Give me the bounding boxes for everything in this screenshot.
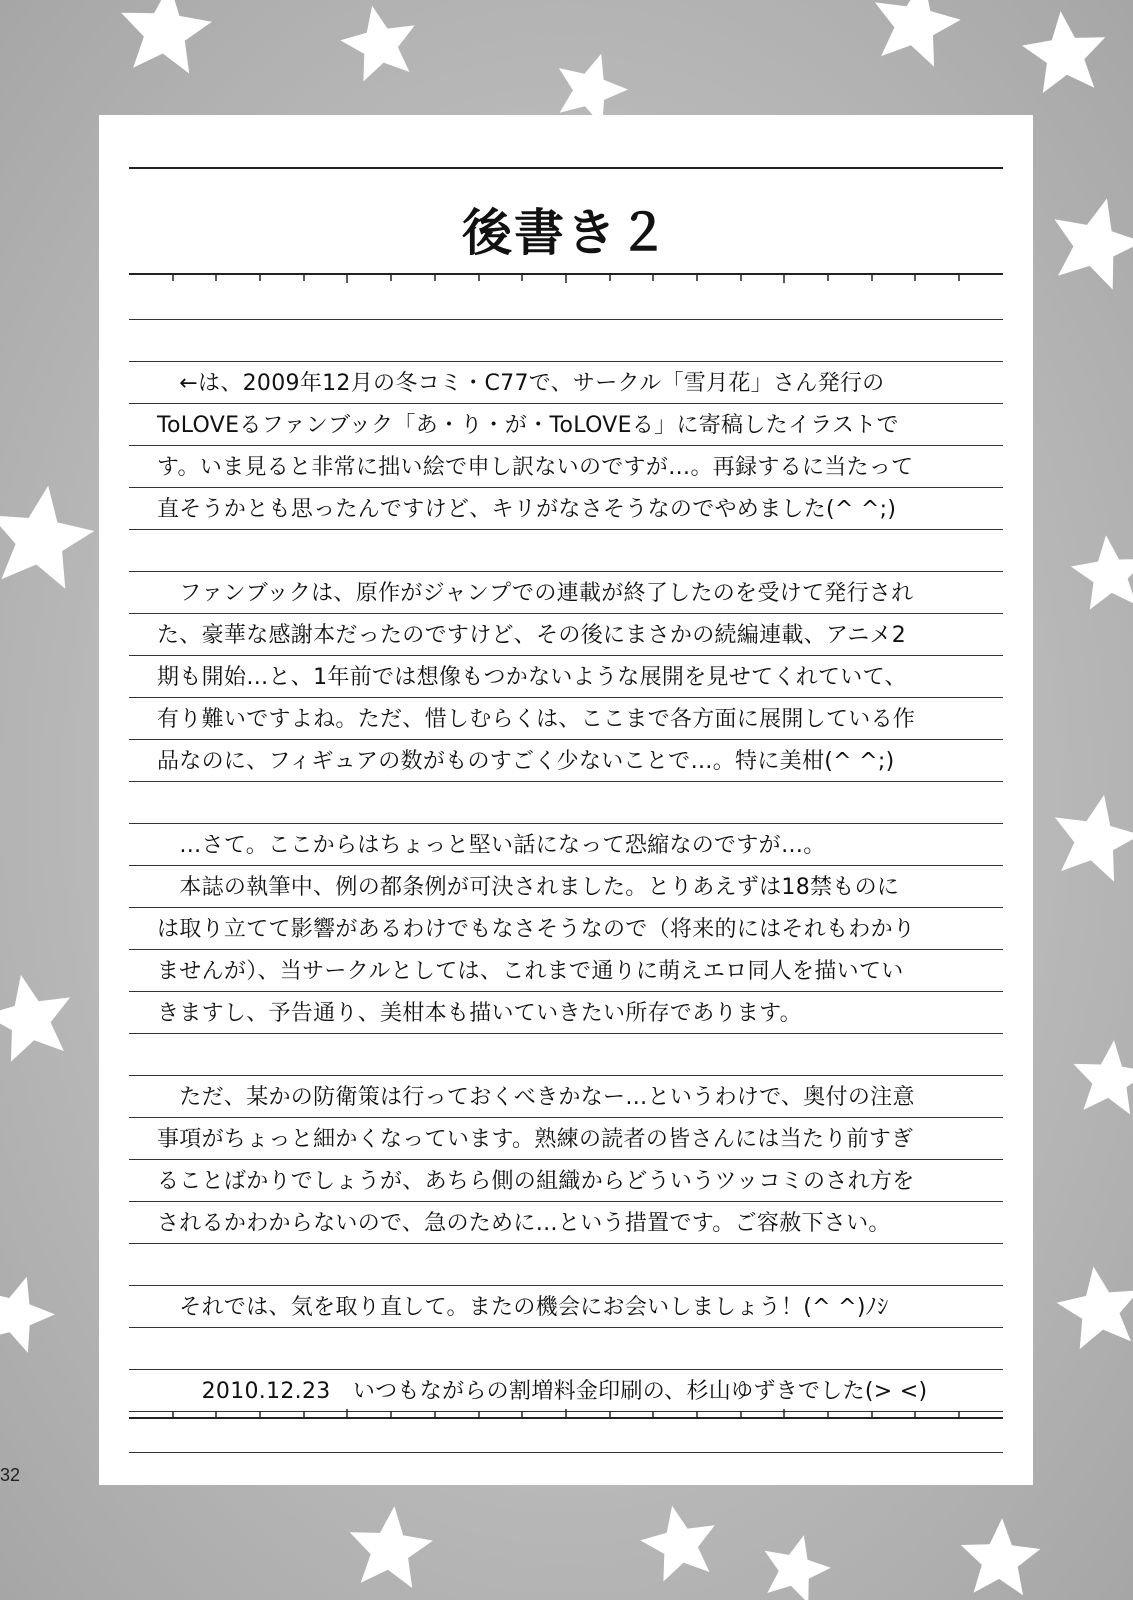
top-rule — [129, 167, 1003, 169]
star-shape — [0, 975, 70, 1062]
star-shape — [340, 6, 415, 82]
text-line-content: きますし、予告通り、美柑本も描いていきたい所存であります。 — [157, 1001, 802, 1026]
star-shape — [765, 1535, 831, 1600]
text-line-content: それでは、気を取り直して。またの機会にお会いしましょう！(^ ^)ﾉｼ — [157, 1295, 889, 1320]
text-line — [129, 1327, 1003, 1369]
text-line — [129, 949, 1003, 991]
title-ruler-ticks — [129, 274, 1003, 284]
star-shape — [0, 486, 94, 589]
bottom-ruler-ticks — [129, 1408, 1003, 1418]
text-line-content: されるかわからないので、急のために…という措置です。ご容赦下さい。 — [157, 1211, 891, 1236]
text-line — [129, 487, 1003, 529]
text-line-content: 直そうかとも思ったんですけど、キリがなさそうなのでやめました(^ ^;) — [157, 497, 897, 522]
text-line — [129, 655, 1003, 697]
text-line — [129, 1369, 1003, 1411]
text-line — [129, 865, 1003, 907]
star-shape — [350, 1506, 433, 1588]
star-shape — [121, 0, 212, 74]
text-line-content: 期も開始…と、1年前では想像もつかないような展開を見せてくれていて、 — [157, 665, 907, 690]
star-shape — [961, 1518, 1041, 1595]
star-shape — [1055, 795, 1133, 882]
text-line-content: 品なのに、フィギュアの数がものすごく少ないことで…。特に美柑(^ ^;) — [157, 749, 895, 774]
text-line — [129, 991, 1003, 1033]
page-number: 32 — [0, 1465, 21, 1485]
star-shape — [1054, 199, 1133, 290]
text-line-content: は取り立てて影響があるわけでもなさそうなので（将来的にはそれもわかり — [157, 917, 916, 942]
star-shape — [1022, 11, 1105, 93]
text-line — [129, 781, 1003, 823]
star-shape — [1071, 535, 1133, 609]
star-shape — [875, 0, 961, 67]
text-line-content: ToLOVEるファンブック「あ・り・が・ToLOVEる」に寄稿したイラストで — [157, 413, 899, 438]
text-line — [129, 1075, 1003, 1117]
text-line — [129, 1117, 1003, 1159]
text-line-content: ることばかりでしょうが、あちら側の組織からどういうツッコミのされ方を — [157, 1169, 915, 1194]
text-line — [129, 529, 1003, 571]
text-line-content: す。いま見ると非常に拙い絵で申し訳ないのですが…。再録するに当たって — [157, 455, 914, 480]
text-line-content: 2010.12.23 いつもながらの割増料金印刷の、杉山ゆずきでした(> <) — [157, 1379, 928, 1404]
text-line — [129, 571, 1003, 613]
text-line — [129, 907, 1003, 949]
afterword-page — [99, 115, 1033, 1485]
star-shape — [0, 1277, 55, 1353]
text-line — [129, 1243, 1003, 1285]
text-line-content: 有り難いですよね。ただ、惜しむらくは、ここまで各方面に展開している作 — [157, 707, 916, 732]
text-line-content: た、豪華な感謝本だったのですけど、その後にまさかの続編連載、アニメ2 — [157, 623, 907, 648]
text-line-content: ファンブックは、原作がジャンプでの連載が終了したのを受けて発行され — [157, 581, 914, 606]
text-line-content: ませんが）、当サークルとしては、これまで通りに萌えエロ同人を描いてい — [157, 959, 904, 984]
ruled-text-body — [129, 319, 1003, 1453]
page-title: 後書き２ — [462, 204, 670, 262]
text-line — [129, 739, 1003, 781]
text-line — [129, 1201, 1003, 1243]
text-line — [129, 361, 1003, 403]
text-line-content: ただ、某かの防衛策は行っておくべきかなー…というわけで、奥付の注意 — [157, 1085, 915, 1110]
text-line — [129, 1285, 1003, 1327]
text-line-content: 本誌の執筆中、例の都条例が可決されました。とりあえずは18禁ものに — [157, 875, 900, 900]
text-line-content: ←は、2009年12月の冬コミ・C77で、サークル「雪月花」さん発行の — [157, 371, 885, 396]
text-line — [129, 445, 1003, 487]
text-line — [129, 1159, 1003, 1201]
star-shape — [1073, 1040, 1133, 1114]
text-line — [129, 697, 1003, 739]
text-line — [129, 319, 1003, 361]
text-line — [129, 823, 1003, 865]
text-line-content: …さて。ここからはちょっと堅い話になって恐縮なのですが…。 — [157, 833, 826, 858]
star-shape — [640, 1506, 715, 1582]
text-line-content: 事項がちょっと細かくなっています。熟練の読者の皆さんには当たり前すぎ — [157, 1127, 914, 1152]
text-line — [129, 403, 1003, 445]
text-line — [129, 613, 1003, 655]
text-line — [129, 1033, 1003, 1075]
star-shape — [1057, 1267, 1133, 1350]
